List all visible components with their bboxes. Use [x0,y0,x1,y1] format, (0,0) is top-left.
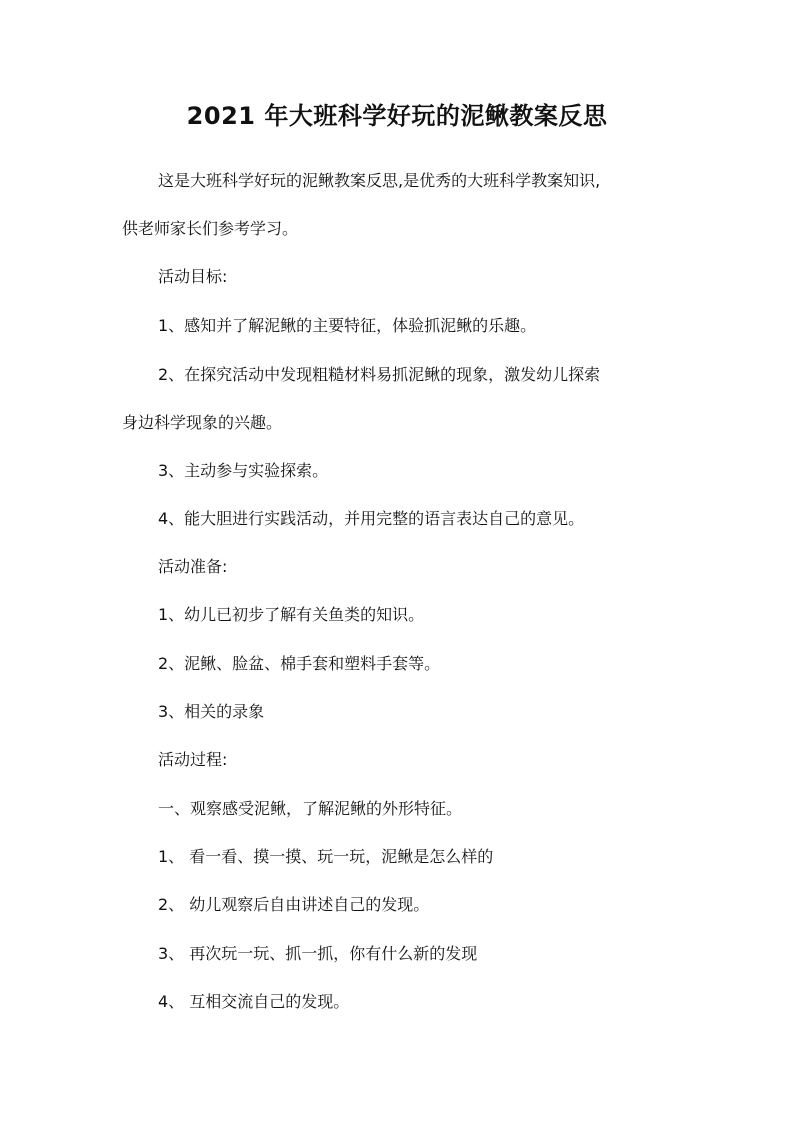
list-item: 1、 看一看、摸一摸、玩一玩，泥鳅是怎么样的 [158,847,494,866]
list-item-continuation: 身边科学现象的兴趣。 [122,413,283,432]
list-item: 3、主动参与实验探索。 [158,461,329,480]
paragraph-line: 供老师家长们参考学习。 [122,219,299,238]
list-item: 2、泥鳅、脸盆、棉手套和塑料手套等。 [158,654,441,673]
section-heading: 活动过程: [158,750,228,769]
paragraph-line: 这是大班科学好玩的泥鳅教案反思,是优秀的大班科学教案知识, [158,171,601,190]
section-heading: 活动目标: [158,267,228,286]
list-item: 2、 幼儿观察后自由讲述自己的发现。 [158,895,430,914]
list-item: 3、相关的录象 [158,702,265,721]
list-item: 1、感知并了解泥鳅的主要特征，体验抓泥鳅的乐趣。 [158,316,537,335]
subsection-heading: 一、观察感受泥鳅，了解泥鳅的外形特征。 [158,799,463,818]
list-item: 4、 互相交流自己的发现。 [158,992,350,1011]
section-heading: 活动准备: [158,557,228,576]
list-item: 4、能大胆进行实践活动，并用完整的语言表达自己的意见。 [158,509,585,528]
list-item: 3、 再次玩一玩、抓一抓，你有什么新的发现 [158,944,478,963]
list-item: 1、幼儿已初步了解有关鱼类的知识。 [158,605,425,624]
list-item: 2、在探究活动中发现粗糙材料易抓泥鳅的现象，激发幼儿探索 [158,365,601,384]
document-title: 2021 年大班科学好玩的泥鳅教案反思 [186,102,608,130]
